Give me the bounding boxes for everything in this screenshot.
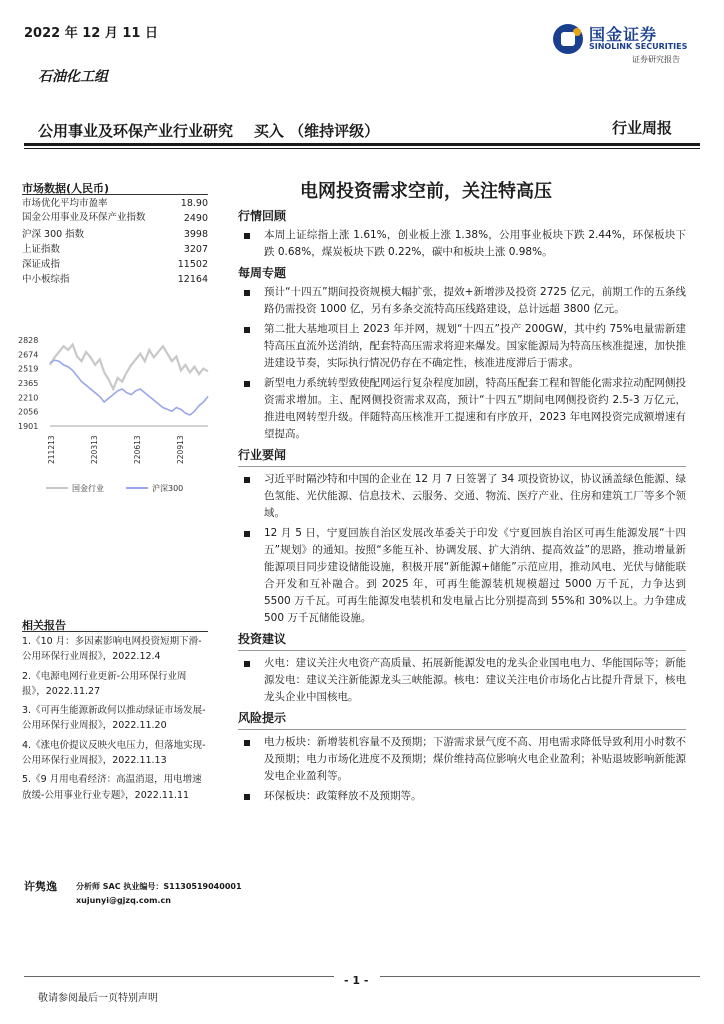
market-row: [22, 242, 208, 257]
market-value: 3998: [183, 228, 208, 240]
market-label: 深证成指: [22, 259, 61, 271]
footer-rule-right: [380, 976, 700, 977]
section-heading-industry-news: 行业要闻: [238, 448, 287, 462]
market-row: [22, 257, 208, 272]
market-value: 11502: [177, 259, 208, 271]
analyst-name: 许隽逸: [24, 880, 57, 893]
market-data-heading: 市场数据(人民币): [22, 182, 110, 195]
market-row: [22, 227, 208, 242]
footer-disclaimer: 敬请参阅最后一页特别声明: [38, 993, 158, 1004]
y-tick-label: 2210: [18, 393, 39, 403]
logo-text-en: SINOLINK SECURITIES: [589, 42, 688, 51]
market-data-table: [22, 196, 208, 288]
report-title: 电网投资需求空前，关注特高压: [300, 181, 552, 202]
market-value: 18.90: [180, 198, 208, 209]
divider: [22, 194, 208, 195]
bullet-item: 火电：建议关注火电资产高质量、拓展新能源发电的龙头企业国电电力、华能国际等；新能源发电：建议关注新能源龙头三峡能源。核电：建议关注电价市场化占比提升背景下，核电龙头企业中国核电。: [238, 655, 686, 706]
divider: [238, 729, 686, 730]
legend-label: 国金行业: [72, 484, 104, 493]
related-report-item[interactable]: 1.《10 月：多因素影响电网投资短期下滑-公用环保行业周报》，2022.12.4: [22, 636, 202, 663]
bullet-item: 习近平时隔沙特和中国的企业在 12 月 7 日签署了 34 项投资协议，协议涵盖绿色能源、绿色氢能、光伏能源、信息技术、云服务、交通、物流、医疗产业、住房和建筑工厂等多个领域。: [238, 471, 686, 522]
header-rule: [24, 143, 700, 146]
divider: [22, 631, 208, 632]
market-value: 12164: [177, 274, 208, 286]
series-line-industry: [50, 345, 208, 390]
related-reports-heading: 相关报告: [22, 619, 66, 632]
analyst-email[interactable]: xujunyi@gjzq.com.cn: [76, 896, 171, 905]
related-report-item[interactable]: 3.《可再生能源新政何以推动绿证市场发展-公用环保行业周报》，2022.11.20: [22, 705, 206, 732]
related-report-item[interactable]: 2.《电源电网行业更新-公用环保行业周报》，2022.11.27: [22, 670, 187, 697]
logo-text-cn: 国金证券: [589, 25, 658, 44]
analyst-info: [76, 880, 242, 908]
y-tick-label: 1901: [18, 422, 39, 431]
divider: [238, 650, 686, 651]
section-heading-weekly-topic: 每周专题: [238, 266, 287, 280]
bullet-item: 环保板块：政策释放不及预期等。: [238, 788, 686, 805]
legend-label: 沪深300: [152, 484, 184, 493]
related-reports-list: [22, 634, 208, 807]
main-content: [238, 204, 686, 808]
x-tick-label: 220913: [176, 435, 185, 464]
market-label: 中小板综指: [22, 274, 70, 286]
bullet-item: 新型电力系统转型致使配网运行复杂程度加剧，特高压配套工程和智能化需求拉动配网侧投资需求增加。主、配网侧投资需求双高，预计“十四五”期间电网侧投资约 2.5-3 万亿元，推进电网转型升级。伴随特高压核准开工提速和有序放开，2023 年电网投资完成额增速有望提高。: [238, 375, 686, 443]
market-row: [22, 196, 208, 211]
bullet-item: 预计“十四五”期间投资规模大幅扩张，提效+新增涉及投资 2725 亿元，前期工作的五条线路仍需投资 1000 亿，另有多条交流特高压线路建设，总计远超 3800 亿元。: [238, 284, 686, 318]
index-comparison-chart: [16, 330, 212, 500]
section-heading-risk: 风险提示: [238, 711, 287, 725]
report-date: 2022 年 12 月 11 日: [24, 26, 158, 41]
market-value: 3207: [183, 243, 208, 255]
market-row: [22, 211, 208, 226]
bullet-item: 12 月 5 日，宁夏回族自治区发展改革委关于印发《宁夏回族自治区可再生能源发展“十四五”规划》的通知。按照“多能互补、协调发展、扩大消纳、提高效益”的思路，推动增量新能源项目同步建设储能设施，积极开展“新能源+储能”示范应用，推动风电、光伏与储能联合开发和互补融合。到 2025 年，可再生能源装机规模超过 5000 万千瓦，力争达到 5500 万千瓦。可再生能源发电装机和发电量占比分别提高到 55%和 30%以上。力争建成 500 万千瓦储能设施。: [238, 525, 686, 627]
related-report-item[interactable]: 4.《涨电价提议反映火电压力，但落地实现-公用环保行业周报》，2022.11.13: [22, 739, 206, 767]
logo-subtitle: 证券研究报告: [632, 55, 680, 64]
related-report-item[interactable]: 5.《9 月用电看经济：高温消退，用电增速放缓-公用事业行业专题》，2022.11.11: [22, 774, 202, 801]
x-tick-label: 220313: [90, 435, 99, 464]
market-label: 沪深 300 指数: [22, 228, 85, 240]
y-tick-label: 2365: [18, 379, 39, 388]
footer-rule-left: [24, 976, 334, 977]
bullet-item: 本周上证综指上涨 1.61%，创业板上涨 1.38%，公用事业板块下跌 2.44%，环保板块下跌 0.68%，煤炭板块下跌 0.22%，碳中和板块上涨 0.98%。: [238, 227, 686, 261]
market-label: 上证指数: [22, 243, 61, 255]
divider: [238, 466, 686, 467]
y-tick-label: 2828: [18, 336, 39, 345]
y-tick-label: 2056: [18, 407, 39, 417]
market-value: 2490: [183, 213, 208, 225]
bullet-item: 第二批大基地项目上 2023 年并网，规划“十四五”投产 200GW，其中约 75%电量需新建特高压直流外送消纳，配套特高压需求将迎来爆发。国家能源局为特高压核准提速，加快推进建设节奏，实际执行情况仍存在不确定性，核准进度滞后于需求。: [238, 321, 686, 372]
logo-mark-icon: [553, 24, 583, 54]
research-group: 石油化工组: [38, 69, 108, 85]
header-rule-thin: [24, 148, 700, 149]
analyst-cert: 分析师 SAC 执业编号：S1130519040001: [76, 882, 242, 891]
market-row: [22, 272, 208, 287]
y-tick-label: 2674: [18, 350, 39, 360]
section-heading-market-review: 行情回顾: [238, 209, 287, 223]
industry-rating-line: 公用事业及环保产业行业研究 买入 （维持评级）: [38, 122, 380, 140]
x-tick-label: 211213: [47, 435, 56, 464]
market-label: 市场优化平均市盈率: [22, 198, 108, 209]
market-label: 国金公用事业及环保产业指数: [22, 212, 146, 224]
report-type: 行业周报: [612, 119, 673, 137]
x-tick-label: 220613: [133, 435, 142, 464]
section-heading-investment-advice: 投资建议: [238, 632, 287, 646]
bullet-item: 电力板块：新增装机容量不及预期；下游需求景气度不高、用电需求降低导致利用小时数不及预期；电力市场化进度不及预期；煤价维持高位影响火电企业盈利；补贴退坡影响新能源发电企业盈利等。: [238, 734, 686, 785]
page-number: - 1 -: [344, 974, 369, 987]
y-tick-label: 2519: [18, 364, 39, 374]
